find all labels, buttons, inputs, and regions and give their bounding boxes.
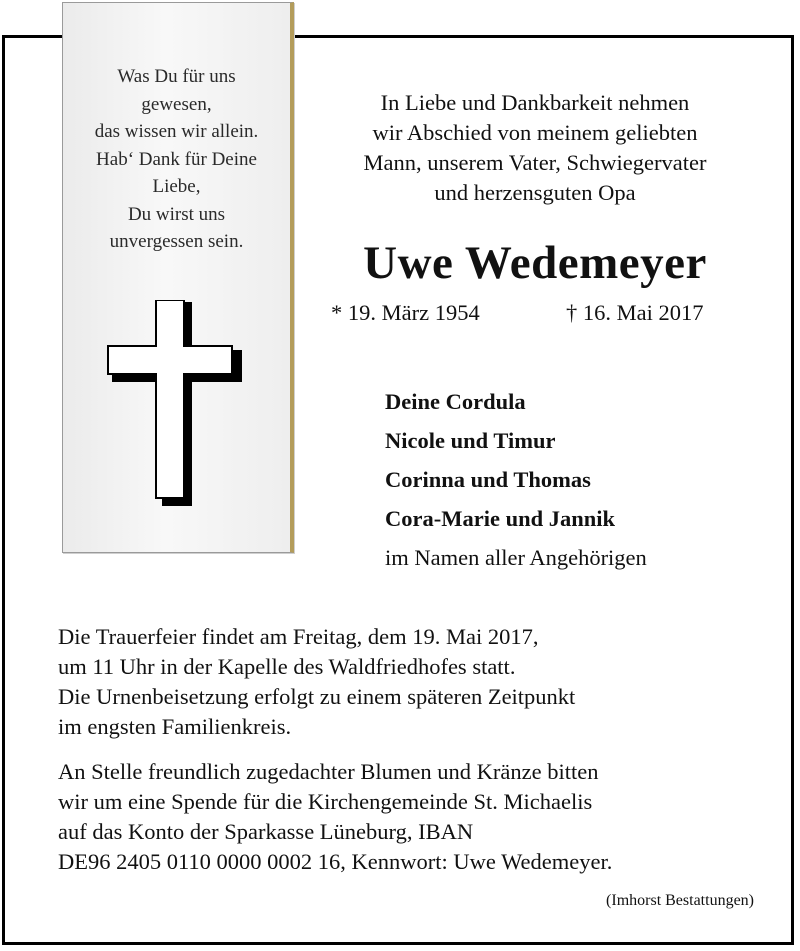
donation-line: auf das Konto der Sparkasse Lüneburg, IBAN [58,819,474,844]
intro-line: wir Abschied von meinem geliebten [372,120,698,145]
intro-text [305,88,765,208]
service-line: Die Urnenbeisetzung erfolgt zu einem späteren Zeitpunkt [58,684,576,709]
poem [63,63,290,256]
service-line: Die Trauerfeier findet am Freitag, dem 19. Mai 2017, [58,624,539,649]
mourners-list [385,382,647,577]
relatives-line: im Namen aller Angehörigen [385,545,647,570]
donation-line: DE96 2405 0110 0000 0002 16, Kennwort: Uwe Wedemeyer. [58,849,613,874]
service-info [58,622,778,742]
poem-line: Was Du für uns [117,66,236,87]
cross-icon [106,300,246,510]
deceased-name: Uwe Wedemeyer [363,237,707,289]
donation-line: An Stelle freundlich zugedachter Blumen und Kränze bitten [58,759,599,784]
service-line: im engsten Familienkreis. [58,714,292,739]
undertaker-credit: (Imhorst Bestattungen) [606,892,754,909]
donation-info [58,757,778,877]
mourner: Deine Cordula [385,389,526,414]
donation-line: wir um eine Spende für die Kirchengemeinde St. Michaelis [58,789,593,814]
service-line: um 11 Uhr in der Kapelle des Waldfriedhofes statt. [58,654,516,679]
poem-line: Hab‘ Dank für Deine [96,148,257,170]
birth-date: * 19. März 1954 [331,300,480,325]
mourner: Cora-Marie und Jannik [385,506,616,531]
poem-line: unvergessen sein. [109,231,244,252]
intro-line: und herzensguten Opa [434,180,636,205]
death-date: † 16. Mai 2017 [566,300,704,325]
poem-line: gewesen, [141,93,212,115]
intro-line: In Liebe und Dankbarkeit nehmen [380,90,690,115]
poem-line: Du wirst uns [127,203,226,225]
mourner: Nicole und Timur [385,428,556,453]
intro-line: Mann, unserem Vater, Schwiegervater [363,150,707,175]
poem-line: das wissen wir allein. [94,121,259,142]
mourner: Corinna und Thomas [385,467,591,492]
poem-line: Liebe, [152,176,201,197]
